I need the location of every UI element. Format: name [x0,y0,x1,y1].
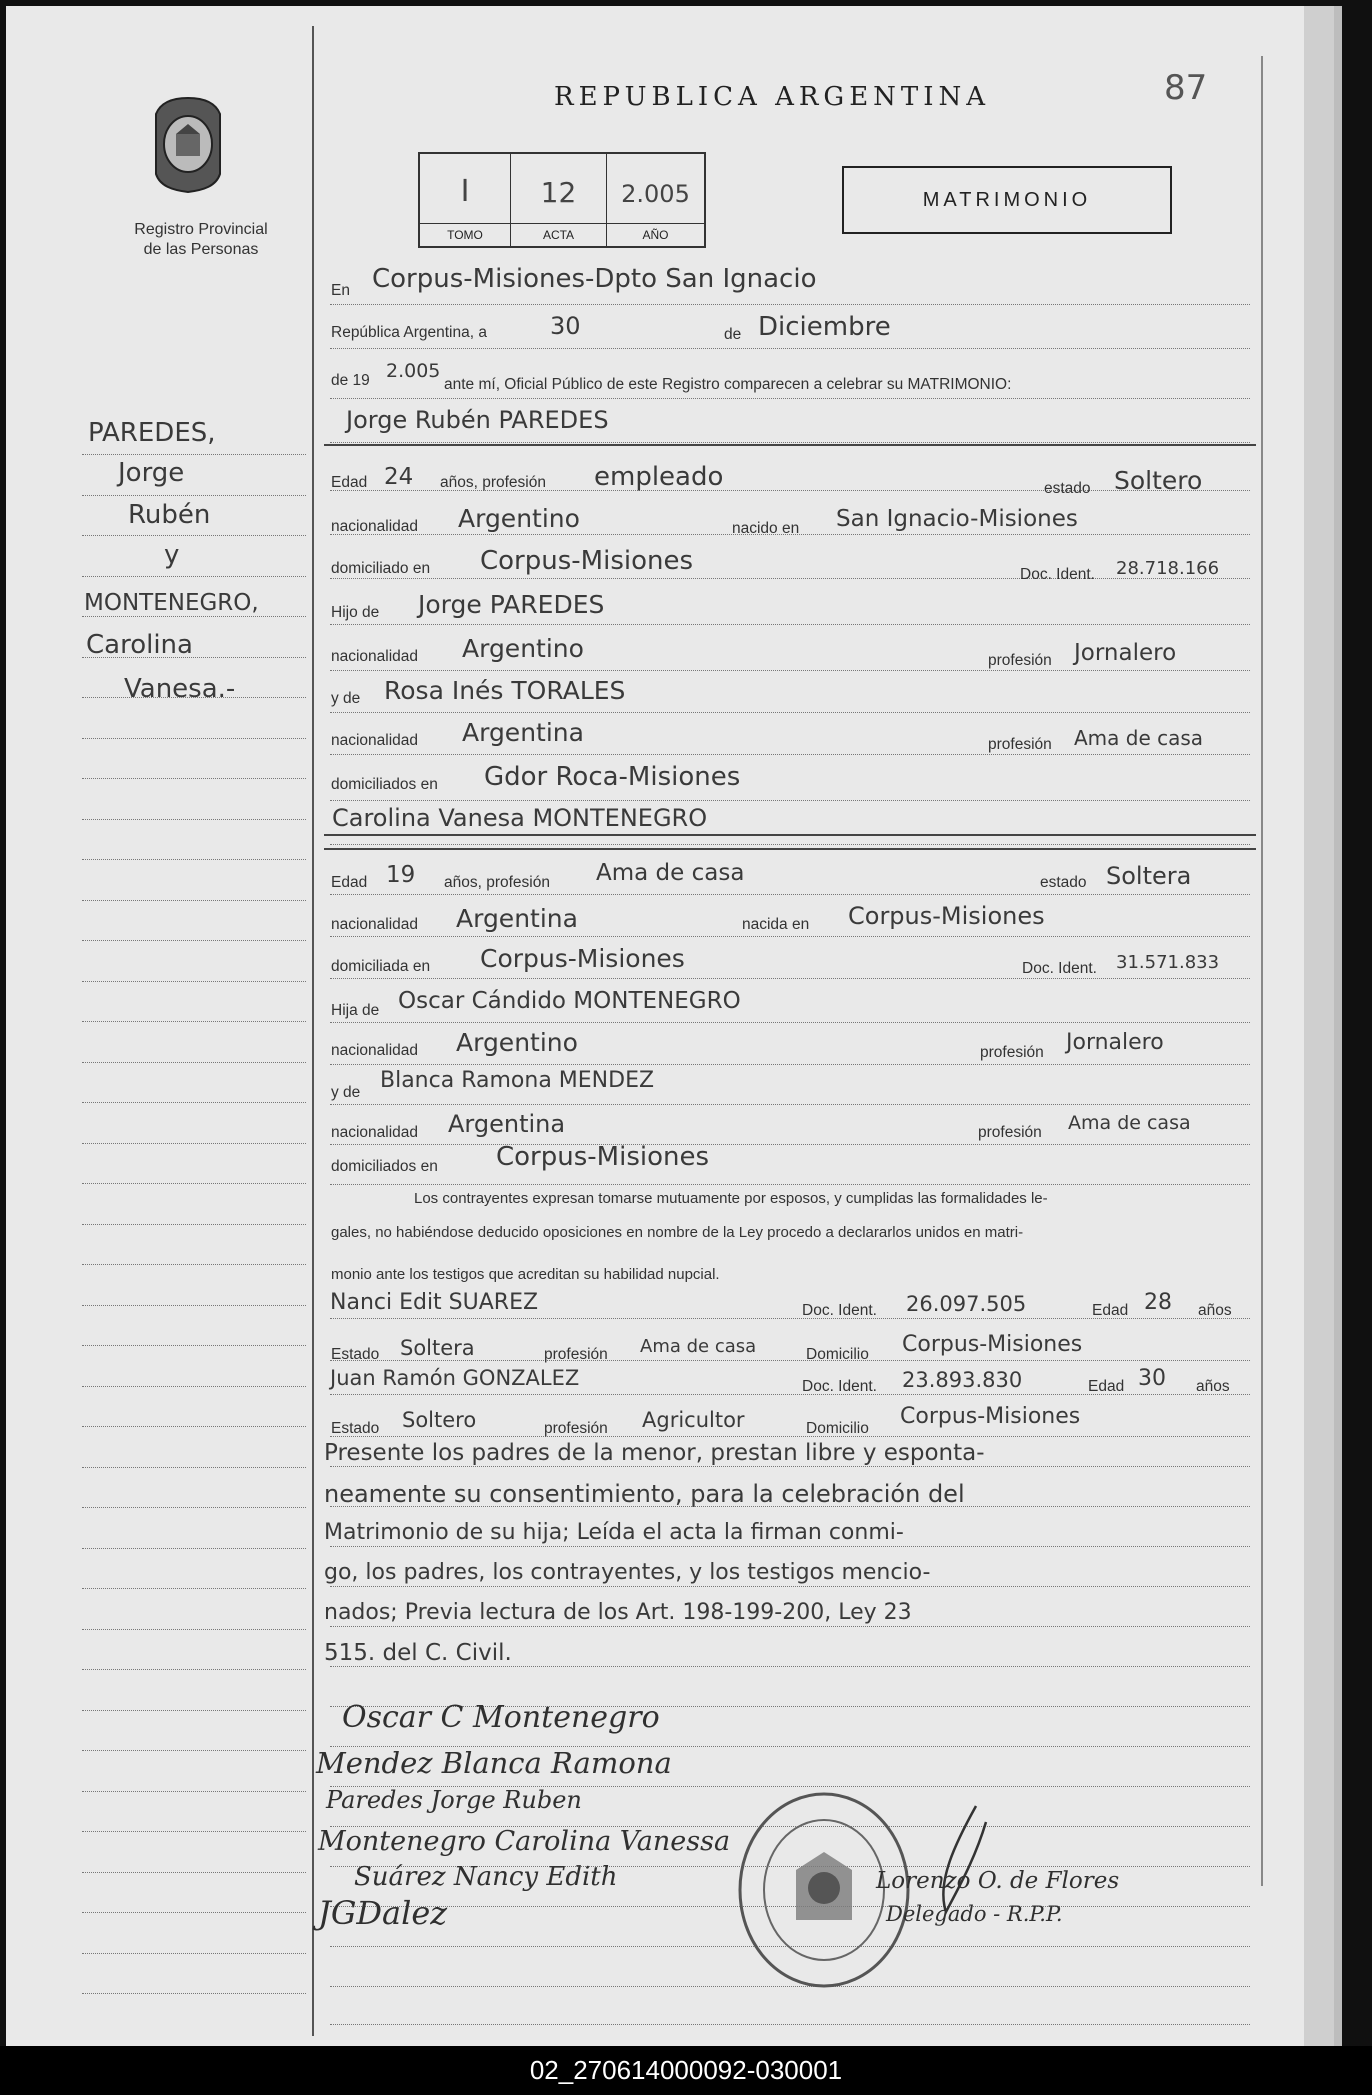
official-title: Delegado - R.P.P. [886,1902,1063,1926]
body-rule [330,578,1250,579]
groom-profession: empleado [594,462,724,492]
official-flourish [916,1802,1006,1922]
groom-dom-label: domiciliado en [331,560,431,577]
acta-cell [511,154,607,246]
witness-1-profession: Ama de casa [640,1336,757,1357]
margin-rule [82,1467,306,1468]
margin-rule [82,495,306,496]
witness-1-name: Nanci Edit SUAREZ [330,1290,539,1315]
groom-mother-prof: Ama de casa [1074,726,1204,750]
bride-domicile: Corpus-Misiones [480,944,685,973]
declaration-line-3: monio ante los testigos que acreditan su habilidad nupcial. [331,1266,720,1283]
groom-estado: Soltero [1114,466,1203,495]
groom-father: Jorge PAREDES [418,590,605,619]
page-edge [1304,6,1334,2046]
margin-rule [82,535,306,536]
intro-text: ante mí, Oficial Público de este Registro comparecen a celebrar su MATRIMONIO: [444,376,1012,393]
bride-mother-prof: Ama de casa [1068,1112,1191,1134]
body-rule [330,670,1250,671]
witness-2-prof-label: profesión [544,1420,608,1437]
body-rule [330,1626,1250,1627]
registry-line-2: de las Personas [143,241,259,258]
bride-parents-dom-label: domiciliados en [331,1158,438,1175]
margin-rule [82,1426,306,1427]
margin-name-7: Vanesa.- [124,674,236,704]
anio-label: AÑO [607,223,704,246]
bride-birthplace: Corpus-Misiones [848,902,1045,930]
groom-parents-dom-label: domiciliados en [331,776,438,793]
signature-3: Paredes Jorge Ruben [326,1786,582,1814]
groom-nationality: Argentino [458,504,580,533]
day-value: 30 [550,312,581,340]
witness-2-dom-label: Domicilio [806,1420,869,1437]
margin-rule [82,1548,306,1549]
margin-rule [82,1345,306,1346]
groom-mother-prof-label: profesión [988,736,1052,753]
margin-rule [82,1629,306,1630]
body-rule [330,2024,1250,2025]
groom-domicile: Corpus-Misiones [480,546,694,576]
witness-1-estado: Soltera [400,1336,475,1360]
signature-4: Montenegro Carolina Vanessa [318,1826,731,1857]
witness-2-edad-label: Edad [1088,1378,1125,1395]
margin-rule [82,900,306,901]
margin-name-3: Rubén [128,500,211,530]
groom-mother-nat: Argentina [462,718,584,747]
witness-1-estado-label: Estado [331,1346,380,1363]
page-number: 87 [1164,68,1208,108]
signature-5: Suárez Nancy Edith [354,1862,618,1892]
bride-mother-label: y de [331,1084,361,1101]
bride-prof-label: años, profesión [444,874,550,891]
margin-rule [82,454,306,455]
bride-mother: Blanca Ramona MENDEZ [380,1068,655,1093]
record-id-box [418,152,706,248]
place-value: Corpus-Misiones-Dpto San Ignacio [372,264,817,294]
bride-age: 19 [386,862,416,888]
bride-name: Carolina Vanesa MONTENEGRO [332,804,708,832]
witness-2-estado-label: Estado [331,1420,380,1437]
witness-1-edad-label: Edad [1092,1302,1129,1319]
witness-1-anos-label: años [1198,1302,1232,1319]
groom-mother-nat-label: nacionalidad [331,732,419,749]
acta-value: 12 [540,176,577,209]
body-rule [330,754,1250,755]
country-title: REPUBLICA ARGENTINA [554,82,991,112]
margin-rule [82,1021,306,1022]
witness-2-age: 30 [1138,1366,1166,1391]
bride-nationality: Argentina [456,904,578,933]
bride-mother-nat: Argentina [448,1110,566,1138]
bride-estado-label: estado [1040,874,1087,891]
registry-line-1: Registro Provincial [134,221,268,238]
bride-profession: Ama de casa [596,860,745,886]
margin-rule [82,1305,306,1306]
margin-rule [82,697,306,698]
margin-name-2: Jorge [118,458,185,488]
margin-rule [82,1062,306,1063]
bride-doc-label: Doc. Ident. [1022,960,1097,977]
bride-father-nat-label: nacionalidad [331,1042,419,1059]
body-rule [330,1466,1250,1467]
section-rule [324,444,1256,446]
signature-6: JGDalez [318,1894,448,1932]
margin-rule [82,1669,306,1670]
groom-mother: Rosa Inés TORALES [384,676,626,705]
witness-1-dom-label: Domicilio [806,1346,869,1363]
bride-edad-label: Edad [331,874,368,891]
witness-2-doc: 23.893.830 [902,1368,1023,1392]
margin-name-1: PAREDES, [88,418,216,448]
witness-1-domicile: Corpus-Misiones [902,1332,1083,1357]
groom-father-nat: Argentino [462,634,584,663]
province-seal-logo [146,94,230,194]
body-rule [330,1144,1250,1145]
groom-father-nat-label: nacionalidad [331,648,419,665]
note-line-1: Presente los padres de la menor, prestan libre y esponta- [324,1440,985,1466]
margin-rule [82,1912,306,1913]
body-rule [330,1022,1250,1023]
month-value: Diciembre [758,312,891,342]
groom-estado-label: estado [1044,480,1091,497]
anio-cell [607,154,704,246]
groom-nacido-label: nacido en [732,520,800,537]
margin-rule [82,1791,306,1792]
tomo-cell [420,154,511,246]
act-type-box [842,166,1172,234]
margin-rule [82,738,306,739]
margin-rule [82,1993,306,1994]
bride-nac-label: nacionalidad [331,916,419,933]
bride-father-nat: Argentino [456,1028,578,1057]
witness-2-estado: Soltero [402,1408,477,1432]
signature-2: Mendez Blanca Ramona [316,1746,672,1780]
archive-code-footer: 02_270614000092-030001 [0,2046,1372,2095]
groom-name: Jorge Rubén PAREDES [346,406,609,434]
acta-label: ACTA [511,223,606,246]
section-rule [324,834,1256,836]
margin-rule [82,1507,306,1508]
note-line-3: Matrimonio de su hija; Leída el acta la firman conmi- [324,1520,904,1545]
republica-label: República Argentina, a [331,324,487,341]
groom-father-prof: Jornalero [1074,640,1177,666]
bride-father-label: Hija de [331,1002,380,1019]
year-prefix: de 19 [331,372,370,389]
witness-1-prof-label: profesión [544,1346,608,1363]
body-rule [330,442,1250,443]
groom-age: 24 [384,464,414,490]
margin-rule [82,1953,306,1954]
bride-doc: 31.571.833 [1116,952,1220,973]
right-border [1261,56,1263,1886]
de-label: de [724,326,742,343]
note-line-6: 515. del C. Civil. [324,1640,512,1666]
margin-name-6: Carolina [86,630,193,660]
groom-father-prof-label: profesión [988,652,1052,669]
official-signature: Lorenzo O. de Flores [876,1868,1120,1894]
groom-edad-label: Edad [331,474,368,491]
margin-rule [82,1872,306,1873]
margin-rule [82,576,306,577]
margin-name-5: MONTENEGRO, [84,590,259,616]
witness-2-doc-label: Doc. Ident. [802,1378,877,1395]
act-type: MATRIMONIO [922,189,1092,211]
body-rule [330,712,1250,713]
body-rule [330,1184,1250,1185]
bride-father-prof: Jornalero [1066,1030,1164,1055]
margin-rule [82,1224,306,1225]
body-rule [330,304,1250,305]
body-rule [330,1064,1250,1065]
witness-1-doc-label: Doc. Ident. [802,1302,877,1319]
margin-rule [82,657,306,658]
body-rule [330,1104,1250,1105]
witness-2-name: Juan Ramón GONZALEZ [330,1366,580,1390]
body-rule [330,1436,1250,1437]
bride-estado: Soltera [1106,862,1192,890]
body-rule [330,894,1250,895]
body-rule [330,624,1250,625]
margin-name-4: y [164,540,180,570]
tomo-value: I [460,174,470,209]
groom-doc-label: Doc. Ident. [1020,566,1095,583]
margin-rule [82,1143,306,1144]
margin-rule [82,981,306,982]
groom-birthplace: San Ignacio-Misiones [836,506,1078,532]
groom-doc: 28.718.166 [1116,558,1220,579]
note-line-5: nados; Previa lectura de los Art. 198-199-200, Ley 23 [324,1600,912,1625]
margin-rule [82,1588,306,1589]
body-rule [330,1360,1250,1361]
bride-mother-nat-label: nacionalidad [331,1124,419,1141]
body-rule [330,398,1250,399]
margin-rule [82,1750,306,1751]
margin-rule [82,1264,306,1265]
margin-rule [82,1710,306,1711]
year-value: 2.005 [386,360,441,382]
margin-rule [82,616,306,617]
tomo-label: TOMO [420,223,510,246]
groom-father-label: Hijo de [331,604,380,621]
witness-1-doc: 26.097.505 [906,1292,1027,1316]
note-line-2: neamente su consentimiento, para la celebración del [324,1480,965,1508]
body-rule [330,1546,1250,1547]
anio-value: 2.005 [621,180,690,208]
margin-rule [82,1102,306,1103]
bride-father-prof-label: profesión [980,1044,1044,1061]
margin-rule [82,859,306,860]
register-page [6,6,1342,2046]
bride-nacida-label: nacida en [742,916,810,933]
bride-mother-prof-label: profesión [978,1124,1042,1141]
groom-parents-dom: Gdor Roca-Misiones [484,762,741,792]
body-rule [330,348,1250,349]
body-rule [330,978,1250,979]
en-label: En [331,282,350,299]
witness-2-anos-label: años [1196,1378,1230,1395]
signature-1: Oscar C Montenegro [342,1700,660,1735]
margin-rule [82,940,306,941]
witness-2-domicile: Corpus-Misiones [900,1404,1081,1429]
section-rule [324,848,1256,850]
witness-1-age: 28 [1144,1290,1172,1315]
margin-rule [82,1386,306,1387]
groom-nac-label: nacionalidad [331,518,419,535]
note-line-4: go, los padres, los contrayentes, y los testigos mencio- [324,1560,931,1585]
margin-rule [82,778,306,779]
bride-father: Oscar Cándido MONTENEGRO [398,988,741,1014]
registry-name [101,220,301,260]
witness-2-profession: Agricultor [642,1408,745,1432]
bride-dom-label: domiciliada en [331,958,431,975]
margin-divider [312,26,314,2036]
body-rule [330,936,1250,937]
body-rule [330,1666,1250,1667]
groom-prof-label: años, profesión [440,474,546,491]
body-rule [330,800,1250,801]
declaration-line-2: gales, no habiéndose deducido oposiciones en nombre de la Ley procedo a declararlos unidos en matri- [331,1224,1024,1241]
body-rule [330,1586,1250,1587]
margin-rule [82,1831,306,1832]
declaration-line-1: Los contrayentes expresan tomarse mutuamente por esposos, y cumplidas las formalidades le- [414,1190,1048,1207]
body-rule [330,844,1250,845]
groom-mother-label: y de [331,690,361,707]
margin-rule [82,819,306,820]
bride-parents-dom: Corpus-Misiones [496,1142,710,1172]
margin-rule [82,1183,306,1184]
